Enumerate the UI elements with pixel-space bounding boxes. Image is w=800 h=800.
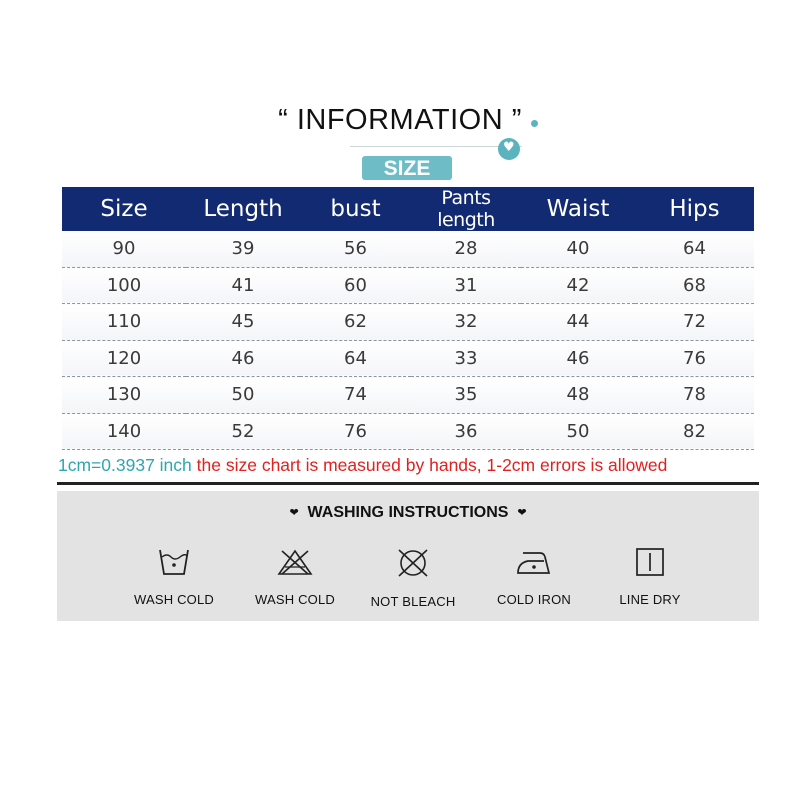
cell-bust: 64 (300, 340, 411, 377)
table-row (62, 340, 754, 377)
wash-item-label: WASH COLD (254, 592, 336, 607)
cell-waist: 42 (521, 267, 635, 304)
wash-item (235, 547, 355, 607)
column-header-pants-length: Pants length (411, 187, 521, 231)
cell-waist: 44 (521, 304, 635, 341)
washing-title-text: WASHING INSTRUCTIONS (307, 504, 509, 521)
wash-tub-icon (157, 547, 191, 577)
wash-item (474, 547, 594, 607)
cell-bust: 62 (300, 304, 411, 341)
heart-icon: ❤ (517, 506, 527, 519)
table-row (62, 304, 754, 341)
cell-size: 110 (62, 304, 186, 341)
cell-size: 140 (62, 413, 186, 450)
cell-pants-length: 35 (411, 377, 521, 414)
cell-hips: 76 (635, 340, 754, 377)
measurement-disclaimer-text: the size chart is measured by hands, 1-2cm errors is allowed (191, 455, 668, 475)
cell-size: 120 (62, 340, 186, 377)
wash-item (114, 547, 234, 607)
table-row (62, 231, 754, 267)
section-divider (57, 482, 759, 485)
column-header-length: Length (186, 187, 300, 231)
table-row (62, 267, 754, 304)
crossed-circle-icon (395, 547, 431, 579)
size-badge: SIZE (362, 156, 452, 180)
cell-length: 45 (186, 304, 300, 341)
cell-size: 90 (62, 231, 186, 267)
table-row (62, 413, 754, 450)
wash-item-label: NOT BLEACH (370, 594, 456, 609)
cell-hips: 82 (635, 413, 754, 450)
wash-item (590, 547, 710, 607)
cell-length: 50 (186, 377, 300, 414)
cell-size: 100 (62, 267, 186, 304)
cell-pants-length: 32 (411, 304, 521, 341)
wash-item-label: COLD IRON (496, 592, 572, 607)
table-header-row (62, 187, 754, 231)
cell-waist: 48 (521, 377, 635, 414)
washing-title (57, 504, 759, 522)
cell-bust: 56 (300, 231, 411, 267)
unit-conversion-text: 1cm=0.3937 inch (58, 455, 192, 475)
cell-length: 39 (186, 231, 300, 267)
cell-waist: 50 (521, 413, 635, 450)
line-dry-icon (634, 547, 666, 577)
table-row (62, 377, 754, 414)
heart-icon: ❤ (289, 506, 299, 519)
cell-hips: 78 (635, 377, 754, 414)
cell-pants-length: 31 (411, 267, 521, 304)
title-underline (350, 146, 522, 147)
cell-pants-length: 28 (411, 231, 521, 267)
wash-item (353, 547, 473, 609)
washing-instructions-panel (57, 491, 759, 621)
column-header-waist: Waist (521, 187, 635, 231)
page-title: “ INFORMATION ” (278, 104, 522, 136)
column-header-hips: Hips (635, 187, 754, 231)
wash-item-label: LINE DRY (619, 592, 681, 607)
measurement-note (58, 455, 778, 476)
cell-length: 46 (186, 340, 300, 377)
column-header-bust: bust (300, 187, 411, 231)
cell-bust: 74 (300, 377, 411, 414)
cell-bust: 60 (300, 267, 411, 304)
cell-pants-length: 33 (411, 340, 521, 377)
cell-waist: 46 (521, 340, 635, 377)
cell-pants-length: 36 (411, 413, 521, 450)
cell-length: 52 (186, 413, 300, 450)
cell-size: 130 (62, 377, 186, 414)
cell-hips: 68 (635, 267, 754, 304)
cell-waist: 40 (521, 231, 635, 267)
size-chart-table (62, 187, 754, 450)
heart-bubble-icon (498, 138, 520, 160)
cell-hips: 64 (635, 231, 754, 267)
crossed-triangle-icon (276, 547, 314, 577)
decorative-dot-icon (531, 120, 538, 127)
cell-hips: 72 (635, 304, 754, 341)
cell-bust: 76 (300, 413, 411, 450)
cell-length: 41 (186, 267, 300, 304)
iron-icon (514, 547, 554, 577)
wash-item-label: WASH COLD (133, 592, 215, 607)
column-header-size: Size (62, 187, 186, 231)
